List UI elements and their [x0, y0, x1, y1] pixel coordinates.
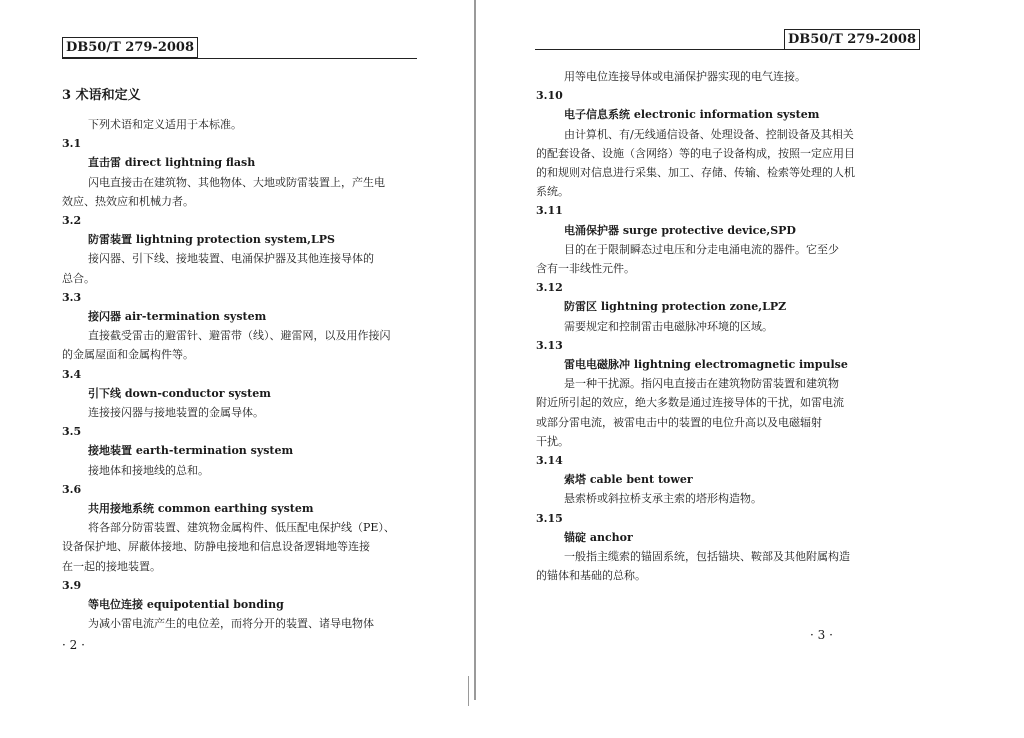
- definition-line: 接闪器、引下线、接地装置、电涌保护器及其他连接导体的: [88, 252, 374, 266]
- left-page-number: · 2 ·: [62, 638, 85, 652]
- book-gutter: [474, 0, 476, 700]
- definition-line: 接地体和接地线的总和。: [88, 463, 209, 477]
- entry-number: 3.3: [62, 290, 82, 304]
- definition-line: 的和规则对信息进行采集、加工、存储、传输、检索等处理的人机: [536, 166, 855, 179]
- term-heading: 引下线 down-conductor system: [88, 386, 271, 400]
- entry-number: 3.14: [536, 454, 563, 467]
- definition-line: 连接接闪器与接地装置的金属导体。: [88, 406, 264, 419]
- term-heading: 索塔 cable bent tower: [564, 473, 693, 487]
- term-heading: 电子信息系统 electronic information system: [564, 108, 820, 122]
- definition-line: 是一种干扰源。指闪电直接击在建筑物防雷装置和建筑物: [564, 377, 839, 391]
- definition-line: 直接截受雷击的避雷针、避雷带（线）、避雷网，以及用作接闪: [88, 329, 391, 343]
- definition-line: 闪电直接击在建筑物、其他物体、大地或防雷装置上，产生电: [88, 175, 385, 189]
- definition-line: 的金属屋面和金属构件等。: [62, 348, 194, 362]
- term-heading: 接地装置 earth-termination system: [88, 444, 294, 458]
- entry-number: 3.10: [536, 89, 563, 103]
- term-heading: 电涌保护器 surge protective device,SPD: [564, 223, 796, 237]
- definition-line: 由计算机、有/无线通信设备、处理设备、控制设备及其相关: [564, 127, 854, 141]
- definition-line: 在一起的接地装置。: [62, 559, 161, 573]
- term-heading: 锚碇 anchor: [564, 530, 633, 544]
- definition-line: 为减小雷电流产生的电位差，而将分开的装置、诸导电物体: [88, 617, 374, 631]
- entry-number: 3.5: [62, 425, 82, 439]
- term-heading: 防雷装置 lightning protection system,LPS: [88, 233, 335, 247]
- right-page: [480, 0, 1024, 738]
- definition-line: 将各部分防雷装置、建筑物金属构件、低压配电保护线（PE）、: [88, 521, 395, 535]
- entry-number: 3.12: [536, 281, 563, 295]
- definition-line: 一般指主缆索的锚固系统，包括锚块、鞍部及其他附属构造: [564, 550, 850, 563]
- entry-number: 3.1: [62, 137, 82, 151]
- term-heading: 共用接地系统 common earthing system: [88, 502, 314, 515]
- right-header-rule: [535, 49, 890, 50]
- left-page: [0, 0, 470, 738]
- definition-line: 含有一非线性元件。: [536, 262, 635, 275]
- definition-line: 的配套设备、设施（含网络）等的电子设备构成，按照一定应用目: [536, 146, 855, 160]
- definition-line: 干扰。: [536, 434, 569, 448]
- definition-line: 设备保护地、屏蔽体接地、防静电接地和信息设备逻辑地等连接: [62, 540, 370, 554]
- definition-line: 的锚体和基础的总称。: [536, 569, 646, 583]
- definition-line: 悬索桥或斜拉桥支承主索的塔形构造物。: [564, 492, 762, 506]
- definition-line: 或部分雷电流，被雷电击中的装置的电位升高以及电磁辐射: [536, 415, 822, 429]
- term-heading: 直击雷 direct lightning flash: [88, 156, 256, 170]
- definition-line: 效应、热效应和机械力者。: [62, 194, 194, 208]
- entry-number: 3.15: [536, 511, 563, 525]
- entry-number: 3.6: [62, 482, 82, 496]
- term-heading: 接闪器 air-termination system: [88, 310, 267, 323]
- definition-line: 系统。: [536, 185, 569, 199]
- entry-number: 3.13: [536, 338, 563, 352]
- entry-number: 3.11: [536, 204, 563, 218]
- section-title: 3 术语和定义: [62, 88, 141, 103]
- entry-number: 3.2: [62, 214, 82, 227]
- entry-number: 3.4: [62, 367, 82, 381]
- left-header-rule: [62, 58, 417, 59]
- intro-text: 下列术语和定义适用于本标准。: [88, 118, 242, 131]
- term-heading: 防雷区 lightning protection zone,LPZ: [564, 300, 787, 314]
- term-heading: 雷电电磁脉冲 lightning electromagnetic impulse: [564, 358, 848, 371]
- definition-line: 附近所引起的效应，绝大多数是通过连接导体的干扰，如雷电流: [536, 396, 844, 410]
- definition-line: 目的在于限制瞬态过电压和分走电涌电流的器件。它至少: [564, 242, 839, 256]
- right-page-number: · 3 ·: [810, 628, 833, 642]
- entry-number: 3.9: [62, 578, 82, 592]
- definition-line: 需要规定和控制雷击电磁脉冲环境的区域。: [564, 319, 773, 333]
- definition-line: 总合。: [62, 271, 95, 285]
- continuation-text: 用等电位连接导体或电涌保护器实现的电气连接。: [564, 70, 806, 83]
- left-doc-number: DB50/T 279-2008: [62, 37, 198, 58]
- term-heading: 等电位连接 equipotential bonding: [88, 598, 284, 611]
- right-doc-number: DB50/T 279-2008: [784, 29, 920, 50]
